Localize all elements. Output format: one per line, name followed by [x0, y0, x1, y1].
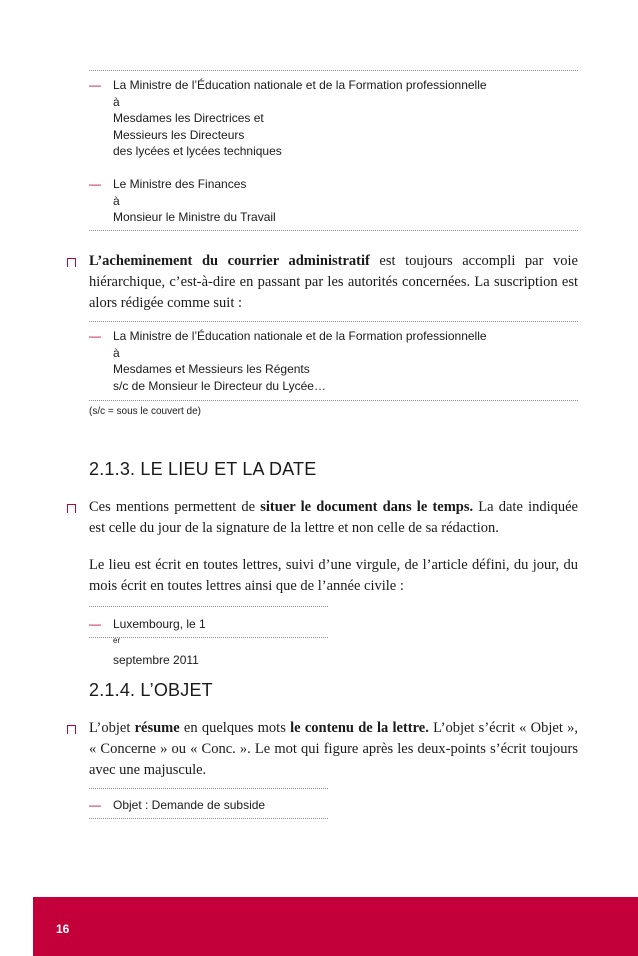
address-line: Le Ministre des Finances	[113, 177, 247, 191]
bullet-marker-icon	[67, 504, 76, 513]
example-line	[113, 616, 206, 669]
address-block	[89, 77, 487, 160]
address-line: s/c de Monsieur le Directeur du Lycée…	[113, 378, 326, 393]
bold-phrase: situer le document dans le temps.	[260, 499, 474, 515]
divider	[89, 400, 578, 401]
example-text: Luxembourg, le 1	[113, 617, 206, 631]
dash-marker: —	[89, 177, 101, 191]
dash-marker: —	[89, 617, 101, 631]
objet-example	[89, 797, 265, 814]
dash-marker: —	[89, 329, 101, 343]
address-line: des lycées et lycées techniques	[113, 144, 282, 158]
ordinal-suffix: er	[113, 635, 121, 645]
address-line: La Ministre de l’Éducation nationale et de la Formation professionnelle	[113, 329, 487, 343]
bold-phrase: le contenu de la lettre.	[290, 720, 429, 736]
divider	[89, 818, 328, 819]
divider	[89, 606, 328, 607]
divider	[89, 230, 578, 231]
divider	[89, 637, 328, 638]
page-number: 16	[56, 922, 70, 936]
bold-lead: L’acheminement du courrier administratif	[89, 253, 370, 269]
paragraph-acheminement	[89, 251, 578, 314]
bold-phrase: résume	[134, 720, 180, 736]
paragraph-text: La date indiquée est celle du jour de la signature de la lettre et non celle de sa rédaction.	[89, 499, 578, 536]
paragraph-text: L’objet	[89, 720, 135, 736]
footer-bar	[33, 897, 638, 956]
address-line: à	[113, 94, 120, 109]
address-line: à	[113, 193, 120, 208]
address-line: Messieurs les Directeurs	[113, 127, 245, 142]
section-heading: 2.1.3. LE LIEU ET LA DATE	[89, 459, 317, 479]
example-line: Objet : Demande de subside	[113, 798, 266, 812]
paragraph-text: L’objet s’écrit « Objet », « Concerne » ou « Conc. ». Le mot qui figure après les deux-points s’écrit toujours avec une majuscule.	[89, 720, 578, 778]
bullet-marker-icon	[67, 725, 76, 734]
divider	[89, 70, 578, 71]
paragraph-text: est toujours accompli par voie hiérarchique, c’est-à-dire en passant par les autorités concernées. La suscription est alors rédigée comme suit :	[89, 253, 578, 311]
address-block	[89, 176, 276, 226]
date-example	[89, 616, 206, 669]
address-line: à	[113, 345, 120, 360]
paragraph-text: Ces mentions permettent de	[89, 499, 261, 515]
paragraph-objet	[89, 718, 578, 781]
divider	[89, 321, 578, 322]
paragraph-lieu-date	[89, 497, 578, 539]
paragraph-lieu: Le lieu est écrit en toutes lettres, suivi d’une virgule, de l’article défini, du jour, du mois écrit en toutes lettres ainsi que de l’année civile :	[89, 557, 578, 594]
divider	[89, 788, 328, 789]
section-heading: 2.1.4. L’OBJET	[89, 680, 213, 700]
address-line: Mesdames et Messieurs les Régents	[113, 362, 310, 376]
example-text: septembre 2011	[113, 653, 199, 667]
address-line: Monsieur le Ministre du Travail	[113, 210, 276, 224]
note-text: (s/c = sous le couvert de)	[89, 406, 201, 417]
dash-marker: —	[89, 798, 101, 812]
bullet-marker-icon	[67, 258, 76, 267]
address-block	[89, 328, 487, 394]
address-line: Mesdames les Directrices et	[113, 111, 264, 125]
paragraph-text: en quelques mots	[179, 720, 291, 736]
dash-marker: —	[89, 78, 101, 92]
address-line: La Ministre de l’Éducation nationale et de la Formation professionnelle	[113, 78, 487, 92]
